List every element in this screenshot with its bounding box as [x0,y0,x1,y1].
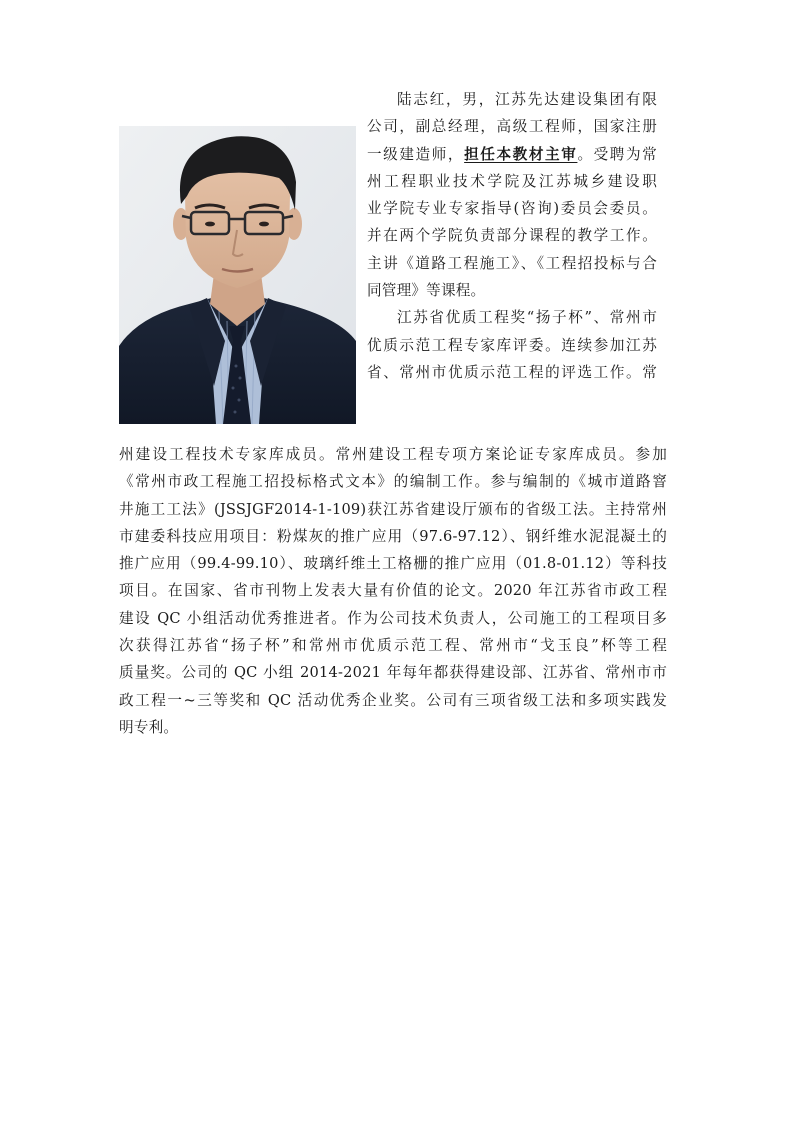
text-line: 建设 QC 小组活动优秀推进者。作为公司技术负责人，公司施工的工程项目多 [119,609,667,627]
portrait-photo [119,126,356,424]
text-line: 推广应用（99.4-99.10）、玻璃纤维土工格栅的推广应用（01.8-01.12）等科技 [119,555,667,573]
text-line: 公司，副总经理，高级工程师，国家注册 [367,118,657,136]
text-line [367,141,657,168]
text-line: 项目。在国家、省市刊物上发表大量有价值的论文。2020 年江苏省市政工程 [119,582,667,600]
text-line: 明专利。 [119,718,179,736]
text-line: 州工程职业技术学院及江苏城乡建设职 [367,172,657,190]
text-line: 次获得江苏省“扬子杯”和常州市优质示范工程、常州市“戈玉良”杯等工程 [119,637,667,655]
biography-side-text [367,86,657,386]
text-line: 陆志红，男，江苏先达建设集团有限 [397,91,657,108]
text-segment: 一级建造师， [367,145,465,163]
text-line: 主讲《道路工程施工》、《工程招投标与合 [367,254,657,272]
text-segment: 。受聘为常 [577,145,657,163]
biography-full-width-text [119,441,667,741]
portrait-illustration [119,126,356,424]
text-line: 市建委科技应用项目：粉煤灰的推广应用（97.6-97.12）、钢纤维水泥混凝土的 [119,527,667,545]
text-line: 省、常州市优质示范工程的评选工作。常 [367,363,657,381]
text-line: 政工程一~三等奖和 QC 活动优秀企业奖。公司有三项省级工法和多项实践发 [119,691,667,709]
text-line: 《常州市政工程施工招投标格式文本》的编制工作。参与编制的《城市道路窨 [119,473,667,491]
text-line: 并在两个学院负责部分课程的教学工作。 [367,227,657,245]
text-line: 优质示范工程专家库评委。连续参加江苏 [367,336,657,354]
text-line: 同管理》等课程。 [367,282,486,300]
text-line: 江苏省优质工程奖“扬子杯”、常州市 [397,309,657,327]
emphasized-role: 担任本教材主审 [464,145,578,163]
text-line: 州建设工程技术专家库成员。常州建设工程专项方案论证专家库成员。参加 [119,446,667,463]
text-line: 质量奖。公司的 QC 小组 2014-2021 年每年都获得建设部、江苏省、常州市市 [119,664,667,682]
text-line: 井施工工法》(JSSJGF2014-1-109)获江苏省建设厅颁布的省级工法。主持常州 [119,500,667,518]
text-line: 业学院专业专家指导(咨询)委员会委员。 [367,200,657,218]
